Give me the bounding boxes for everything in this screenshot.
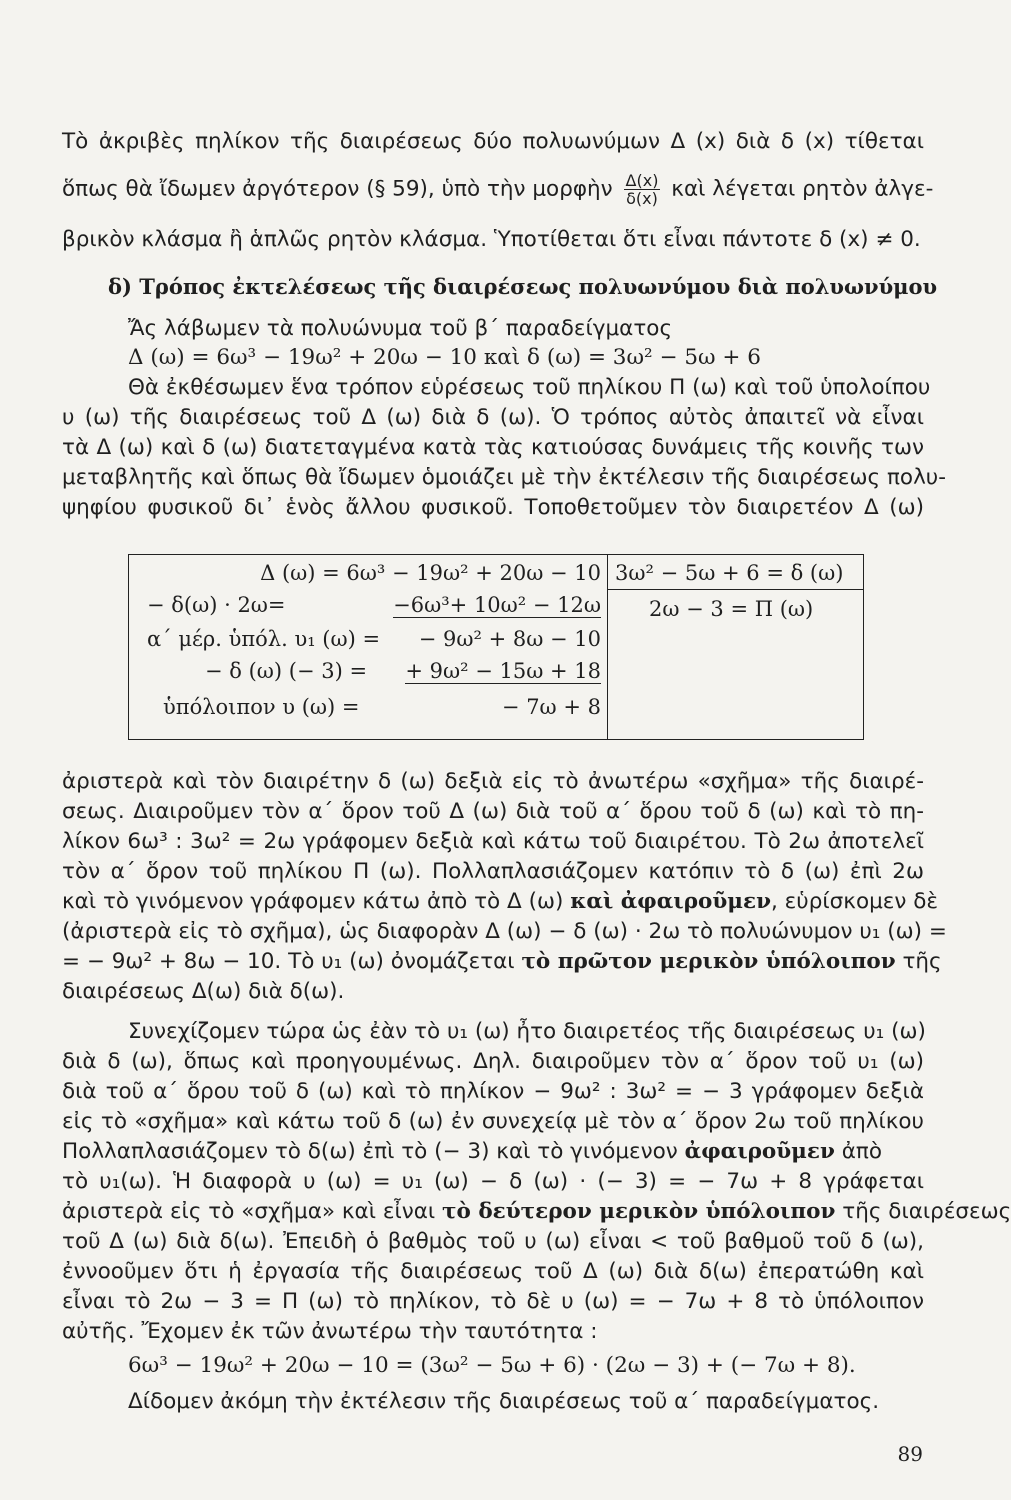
scheme-divider [607,555,608,739]
text-line: (ἀριστερὰ εἰς τὸ σχῆμα), ὡς διαφορὰν Δ (ω) − δ (ω) · 2ω τὸ πολυώνυμον υ₁ (ω) = [62,919,947,944]
scheme-product-2 [405,659,601,683]
text-line [62,171,934,208]
scheme-divisor-rule [607,589,863,590]
identity-equation: 6ω³ − 19ω² + 20ω − 10 = (3ω² − 5ω + 6) · (2ω − 3) + (− 7ω + 8). [128,1353,856,1378]
text-segment: καὶ λέγεται ρητὸν ἀλγε- [671,176,934,202]
text-line: Θὰ ἐκθέσωμεν ἕνα τρόπον εὑρέσεως τοῦ πηλίκου Π (ω) καὶ τοῦ ὑπολοίπου [128,375,931,400]
text-segment: Πολλαπλασιάζομεν τὸ δ(ω) ἐπὶ τὸ (− 3) καὶ τὸ γινόμενον [62,1139,678,1164]
text-segment: τῆς διαιρέσεως [842,1199,1011,1224]
text-line: λίκον 6ω³ : 3ω² = 2ω γράφομεν δεξιὰ καὶ κάτω τοῦ διαιρέτου. Τὸ 2ω ἀποτελεῖ [62,829,924,854]
text-line: διὰ τοῦ α΄ ὅρου τοῦ δ (ω) καὶ τὸ πηλίκον − 9ω² : 3ω² = − 3 γράφομεν δεξιὰ [62,1079,924,1104]
text-line: ἐννοοῦμεν ὅτι ἡ ἐργασία τῆς διαιρέσεως τοῦ Δ (ω) διὰ δ(ω) ἐπερατώθη καὶ [62,1259,924,1284]
fraction [624,172,661,207]
text-line: Ἄς λάβωμεν τὰ πολυώνυμα τοῦ β΄ παραδείγματος [128,316,673,341]
text-line: Δίδομεν ἀκόμη τὴν ἐκτέλεσιν τῆς διαιρέσεως τοῦ α΄ παραδείγματος. [128,1389,880,1414]
scheme-product-text: −6ω³+ 10ω² − 12ω [393,593,601,617]
text-line: τὸ υ₁(ω). Ἡ διαφορὰ υ (ω) = υ₁ (ω) − δ (ω) · (− 3) = − 7ω + 8 γράφεται [62,1169,924,1194]
text-segment: ὅπως θὰ ἴδωμεν ἀργότερον (§ 59), ὑπὸ τὴν μορφὴν [62,176,613,202]
scheme-label: ὑπόλοιπον υ (ω) = [163,695,360,719]
text-line: ἀριστερὰ καὶ τὸν διαιρέτην δ (ω) δεξιὰ εἰς τὸ ἀνωτέρω «σχῆμα» τῆς διαιρέ- [62,769,924,794]
text-line: Συνεχίζομεν τώρα ὡς ἐὰν τὸ υ₁ (ω) ἦτο διαιρετέος τῆς διαιρέσεως υ₁ (ω) [128,1019,926,1044]
section-heading: δ) Τρόπος ἐκτελέσεως τῆς διαιρέσεως πολυωνύμου διὰ πολυωνύμου [108,274,938,299]
text-segment: ἀπὸ [841,1139,883,1164]
text-segment: τῆς [902,949,942,974]
scheme-product [393,593,601,617]
text-line [62,888,939,916]
text-line: σεως. Διαιροῦμεν τὸν α΄ ὅρον τοῦ Δ (ω) διὰ τοῦ α΄ ὅρου τοῦ δ (ω) καὶ τὸ πη- [62,799,924,824]
scheme-partial-remainder: − 9ω² + 8ω − 10 [418,627,601,651]
text-line: διὰ δ (ω), ὅπως καὶ προηγουμένως. Δηλ. διαιροῦμεν τὸν α΄ ὅρον τοῦ υ₁ (ω) [62,1049,924,1074]
scheme-label: α΄ μέρ. ὑπόλ. υ₁ (ω) = [147,627,381,651]
page-number: 89 [897,1442,923,1466]
text-line: Τὸ ἀκριβὲς πηλίκον τῆς διαιρέσεως δύο πολυωνύμων Δ (x) διὰ δ (x) τίθεται [62,129,924,154]
text-segment: καὶ τὸ γινόμενον γράφομεν κάτω ἀπὸ τὸ Δ (ω) [62,889,564,914]
text-line: υ (ω) τῆς διαιρέσεως τοῦ Δ (ω) διὰ δ (ω). Ὁ τρόπος αὐτὸς ἀπαιτεῖ νὰ εἶναι [62,405,924,430]
text-line: τὸν α΄ ὅρον τοῦ πηλίκου Π (ω). Πολλαπλασιάζομεν κατόπιν τὸ δ (ω) ἐπὶ 2ω [62,859,924,884]
text-line: τὰ Δ (ω) καὶ δ (ω) διατεταγμένα κατὰ τὰς κατιούσας δυνάμεις τῆς κοινῆς των [62,435,924,460]
emphasis-text: τὸ δεύτερον μερικὸν ὑπόλοιπον [442,1199,836,1224]
text-line: εἶναι τὸ 2ω − 3 = Π (ω) τὸ πηλίκον, τὸ δὲ υ (ω) = − 7ω + 8 τὸ ὑπόλοιπον [62,1289,924,1314]
equation-line: Δ (ω) = 6ω³ − 19ω² + 20ω − 10 καὶ δ (ω) = 3ω² − 5ω + 6 [128,345,761,370]
text-segment: ἀριστερὰ εἰς τὸ «σχῆμα» καὶ εἶναι [62,1199,436,1224]
scheme-divisor: 3ω² − 5ω + 6 = δ (ω) [615,561,844,585]
text-segment: , εὑρίσκομεν δὲ [771,889,939,914]
text-line: ψηφίου φυσικοῦ δι᾽ ἑνὸς ἄλλου φυσικοῦ. Τοποθετοῦμεν τὸν διαιρετέον Δ (ω) [62,495,924,520]
text-line: βρικὸν κλάσμα ἢ ἁπλῶς ρητὸν κλάσμα. Ὑποτίθεται ὅτι εἶναι πάντοτε δ (x) ≠ 0. [62,227,921,252]
text-line: μεταβλητῆς καὶ ὅπως θὰ ἴδωμεν ὁμοιάζει μὲ τὴν ἐκτέλεσιν τῆς διαιρέσεως πολυ- [62,465,947,490]
text-line [62,1198,1011,1226]
scheme-label: − δ (ω) (− 3) = [205,659,368,683]
text-line: αὐτῆς. Ἔχομεν ἐκ τῶν ἀνωτέρω τὴν ταυτότητα : [62,1319,598,1344]
text-line: τοῦ Δ (ω) διὰ δ(ω). Ἐπειδὴ ὁ βαθμὸς τοῦ υ (ω) εἶναι < τοῦ βαθμοῦ τοῦ δ (ω), [62,1229,924,1254]
emphasis-text: ἀφαιροῦμεν [684,1139,835,1164]
text-line [62,1138,924,1166]
text-line [62,948,942,976]
scheme-dividend: Δ (ω) = 6ω³ − 19ω² + 20ω − 10 [260,561,601,585]
emphasis-text: καὶ ἀφαιροῦμεν [570,889,771,914]
emphasis-text: τὸ πρῶτον μερικὸν ὑπόλοιπον [521,949,896,974]
scheme-label: − δ(ω) · 2ω= [147,593,286,617]
scheme-product-2-text: + 9ω² − 15ω + 18 [405,659,601,683]
scheme-remainder: − 7ω + 8 [501,695,601,719]
fraction-numerator: Δ(x) [625,171,659,190]
text-line: διαιρέσεως Δ(ω) διὰ δ(ω). [62,979,345,1004]
text-segment: = − 9ω² + 8ω − 10. Τὸ υ₁ (ω) ὀνομάζεται [62,949,515,974]
fraction-denominator: δ(x) [626,189,658,208]
division-scheme [128,554,864,740]
text-line: εἰς τὸ «σχῆμα» καὶ κάτω τοῦ δ (ω) ἐν συνεχείᾳ μὲ τὸν α΄ ὅρον 2ω τοῦ πηλίκου [62,1109,924,1134]
scheme-quotient: 2ω − 3 = Π (ω) [649,597,814,621]
